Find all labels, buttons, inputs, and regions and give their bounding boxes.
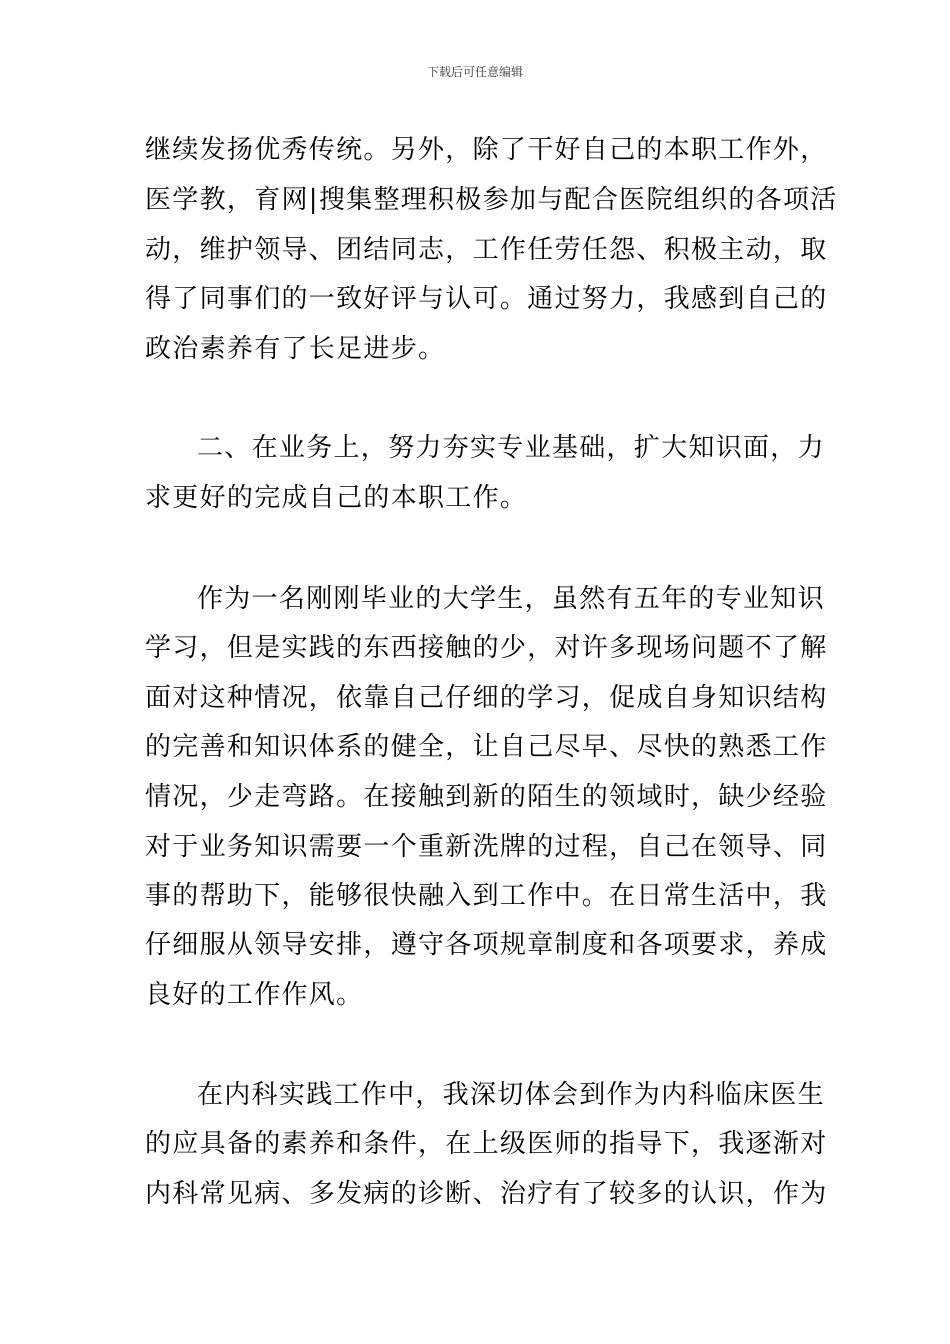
paragraph-line: 对于业务知识需要一个重新洗牌的过程，自己在领导、同: [145, 832, 828, 862]
paragraph-line: 学习，但是实践的东西接触的少，对许多现场问题不了解: [145, 633, 828, 663]
paragraph-line: 面对这种情况，依靠自己仔细的学习，促成自身知识结构: [145, 683, 828, 713]
paragraph-line: 作为一名刚刚毕业的大学生，虽然有五年的专业知识: [197, 584, 825, 614]
paragraph-line: 求更好的完成自己的本职工作。: [145, 483, 528, 513]
paragraph-line: 政治素养有了长足进步。: [145, 334, 446, 364]
paragraph-line: 二、在业务上，努力夯实专业基础，扩大知识面，力: [197, 433, 825, 463]
paragraph-line: 在内科实践工作中，我深切体会到作为内科临床医生: [197, 1080, 825, 1110]
paragraph-line: 事的帮助下，能够很快融入到工作中。在日常生活中，我: [145, 881, 828, 911]
paragraph-line: 医学教，育网|搜集整理积极参加与配合医院组织的各项活: [145, 185, 838, 215]
paragraph-line: 继续发扬优秀传统。另外，除了干好自己的本职工作外，: [145, 135, 828, 165]
paragraph-line: 的完善和知识体系的健全，让自己尽早、尽快的熟悉工作: [145, 732, 828, 762]
paragraph-line: 情况，少走弯路。在接触到新的陌生的领域时，缺少经验: [145, 782, 828, 812]
paragraph-line: 的应具备的素养和条件，在上级医师的指导下，我逐渐对: [145, 1129, 828, 1159]
page-header: 下载后可任意编辑: [426, 65, 523, 79]
paragraph-line: 得了同事们的一致好评与认可。通过努力，我感到自己的: [145, 284, 828, 314]
paragraph-line: 动，维护领导、团结同志，工作任劳任怨、积极主动，取: [145, 235, 828, 265]
paragraph-line: 良好的工作作风。: [145, 980, 364, 1010]
paragraph-line: 内科常见病、多发病的诊断、治疗有了较多的认识，作为: [145, 1179, 828, 1209]
paragraph-line: 仔细服从领导安排，遵守各项规章制度和各项要求，养成: [145, 930, 828, 960]
